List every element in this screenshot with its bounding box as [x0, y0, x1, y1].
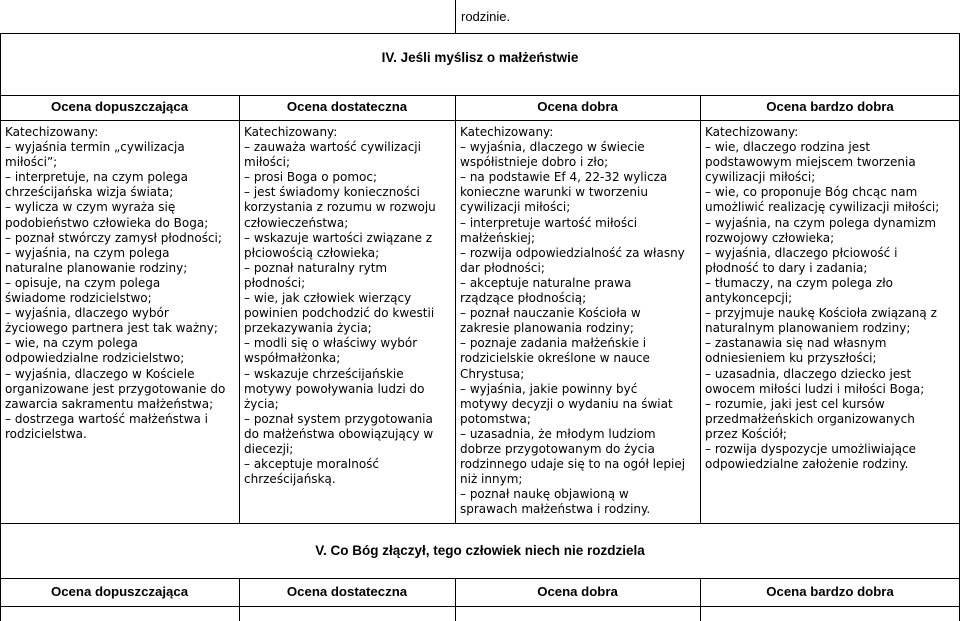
- criterion-line: – rozwija odpowiedzialność za własny: [460, 245, 685, 260]
- top-cell-text: rodzinie.: [461, 9, 511, 24]
- criterion-line: – interpretuje wartość miłości: [460, 215, 638, 230]
- criterion-line: – rozumie, jaki jest cel kursów: [705, 396, 885, 411]
- criterion-line: – uzasadnia, dlaczego dziecko jest: [705, 366, 912, 381]
- criterion-line: naturalne planowanie rodziny;: [5, 260, 188, 275]
- criterion-line: rodzicielskie określone w nauce: [460, 351, 650, 366]
- section-4-title: IV. Jeśli myślisz o małżeństwie: [381, 50, 579, 65]
- column-grade-3: [240, 125, 455, 487]
- criterion-line: – zastanawia się nad własnym: [705, 336, 887, 351]
- criterion-line: życiowego partnera jest tak ważny;: [5, 321, 218, 336]
- header-grade-5: Ocena bardzo dobra: [766, 99, 894, 114]
- criterion-line: rządzące płodnością;: [460, 291, 587, 306]
- criterion-line: – akceptuje moralność: [244, 457, 380, 472]
- criterion-line: – poznał stwórczy zamysł płodności;: [5, 230, 222, 245]
- criterion-line: organizowane jest przygotowanie do: [5, 381, 226, 396]
- criterion-line: sprawach małżeństwa i rodziny.: [460, 502, 651, 517]
- column-grade-4: [456, 125, 700, 517]
- criterion-line: – wyjaśnia, na czym polega: [5, 245, 170, 260]
- criterion-line: – akceptuje naturalne prawa: [460, 275, 632, 290]
- criterion-line: – uzasadnia, że młodym ludziom: [460, 426, 656, 441]
- criterion-line: – rozwija dyspozycje umożliwiające: [705, 441, 917, 456]
- criterion-line: – wie, co proponuje Bóg chcąc nam: [705, 185, 918, 200]
- criterion-line: – jest świadomy konieczności: [244, 185, 420, 200]
- criterion-line: – wyjaśnia, jakie powinny być: [460, 381, 638, 396]
- criterion-line: przekazywania życia;: [244, 321, 372, 336]
- criterion-line: – dostrzega wartość małżeństwa i: [5, 411, 208, 426]
- criterion-line: rodzinnego udaje się to na ogół lepiej: [460, 457, 686, 472]
- criterion-line: – wyjaśnia, dlaczego płciowość i: [705, 245, 898, 260]
- criterion-line: – wyjaśnia, dlaczego wybór: [5, 306, 169, 321]
- criterion-line: współmałżonka;: [244, 351, 341, 366]
- criterion-line: Katechizowany:: [460, 125, 554, 139]
- criterion-line: cywilizacji miłości;: [460, 200, 571, 215]
- criterion-line: zawarcia sakramentu małżeństwa;: [5, 396, 214, 411]
- criterion-line: przedmałżeńskich organizowanych: [705, 411, 915, 426]
- criterion-line: chrześcijańska wizja świata;: [5, 185, 174, 200]
- criterion-line: do małżeństwa obowiązujący w: [244, 426, 434, 441]
- criterion-line: – poznał nauczanie Kościoła w: [460, 306, 641, 321]
- criterion-line: podstawowym miejscem tworzenia: [705, 155, 916, 170]
- table-rule: [0, 523, 960, 524]
- table-rule: [0, 578, 960, 579]
- criterion-line: dobrze przygotowanym do życia: [460, 441, 655, 456]
- table-rule: [455, 0, 456, 33]
- criterion-line: – na podstawie Ef 4, 22-32 wylicza: [460, 170, 668, 185]
- criterion-line: Katechizowany:: [705, 125, 799, 139]
- criterion-line: – wie, jak człowiek wierzący: [244, 291, 412, 306]
- header-grade-4: Ocena dobra: [537, 99, 618, 114]
- header-grade-2: Ocena dopuszczająca: [50, 584, 189, 599]
- criterion-line: – tłumaczy, na czym polega zło: [705, 275, 893, 290]
- criterion-line: antykoncepcji;: [705, 291, 793, 306]
- criterion-line: płciowością człowieka;: [244, 245, 380, 260]
- header-grade-3: Ocena dostateczna: [286, 99, 408, 114]
- criterion-line: – wskazuje chrześcijańskie: [244, 366, 404, 381]
- table-rule: [0, 33, 960, 34]
- criterion-line: motywy decyzji o wydaniu na świat: [460, 396, 673, 411]
- criterion-line: płodności;: [244, 275, 306, 290]
- table-rule: [0, 120, 960, 121]
- criterion-line: konieczne warunki w tworzeniu: [460, 185, 648, 200]
- criterion-line: zakresie planowania rodziny;: [460, 321, 634, 336]
- criterion-line: miłości;: [244, 155, 291, 170]
- criterion-line: umożliwić realizację cywilizacji miłości;: [705, 200, 940, 215]
- criterion-line: odpowiedzialne założenie rodziny.: [705, 457, 909, 472]
- criterion-line: – wylicza w czym wyraża się: [5, 200, 176, 215]
- criterion-line: przez Kościół;: [705, 426, 787, 441]
- criterion-line: odpowiedzialne rodzicielstwo;: [5, 351, 185, 366]
- criterion-line: współistnieje dobro i zło;: [460, 155, 609, 170]
- criterion-line: – wyjaśnia termin „cywilizacja: [5, 140, 185, 155]
- header-grade-3: Ocena dostateczna: [286, 584, 408, 599]
- header-grade-2: Ocena dopuszczająca: [50, 99, 189, 114]
- criterion-line: – interpretuje, na czym polega: [5, 170, 189, 185]
- criterion-line: – wyjaśnia, dlaczego w Kościele: [5, 366, 195, 381]
- criterion-line: – opisuje, na czym polega: [5, 275, 161, 290]
- criterion-line: płodność to dary i zadania;: [705, 260, 868, 275]
- criterion-line: – wskazuje wartości związane z: [244, 230, 433, 245]
- criterion-line: – wie, dlaczego rodzina jest: [705, 140, 871, 155]
- criterion-line: – wie, na czym polega: [5, 336, 138, 351]
- criterion-line: miłości”;: [5, 155, 58, 170]
- criterion-line: powinien podchodzić do kwestii: [244, 306, 435, 321]
- criterion-line: – wyjaśnia, dlaczego w świecie: [460, 140, 645, 155]
- criterion-line: Katechizowany:: [244, 125, 338, 139]
- criterion-line: – prosi Boga o pomoc;: [244, 170, 377, 185]
- criterion-line: człowieczeństwa;: [244, 215, 349, 230]
- criterion-line: życia;: [244, 396, 279, 411]
- criterion-line: odniesieniem ku przyszłości;: [705, 351, 877, 366]
- criterion-line: małżeńskiej;: [460, 230, 536, 245]
- criterion-line: dar płodności;: [460, 260, 545, 275]
- criterion-line: – przyjmuje naukę Kościoła związaną z: [705, 306, 937, 321]
- table-rule: [0, 95, 960, 96]
- criterion-line: – poznał naturalny rytm: [244, 260, 388, 275]
- criterion-line: Katechizowany:: [5, 125, 99, 139]
- criterion-line: – wyjaśnia, na czym polega dynamizm: [705, 215, 937, 230]
- column-grade-2: [1, 125, 239, 442]
- criterion-line: świadome rodzicielstwo;: [5, 291, 152, 306]
- criterion-line: naturalnym planowaniem rodziny;: [705, 321, 911, 336]
- criterion-line: – modli się o właściwy wybór: [244, 336, 418, 351]
- criterion-line: owocem miłości ludzi i miłości Boga;: [705, 381, 925, 396]
- criterion-line: – poznał naukę objawioną w: [460, 487, 629, 502]
- criterion-line: rozwojowy człowieka;: [705, 230, 835, 245]
- section-5-title: V. Co Bóg złączył, tego człowiek niech nie rozdziela: [315, 543, 645, 558]
- criterion-line: potomstwa;: [460, 411, 531, 426]
- criterion-line: korzystania z rozumu w rozwoju: [244, 200, 436, 215]
- header-grade-5: Ocena bardzo dobra: [766, 584, 894, 599]
- criterion-line: rodzicielstwa.: [5, 426, 87, 441]
- criterion-line: – zauważa wartość cywilizacji: [244, 140, 421, 155]
- criterion-line: motywy powoływania ludzi do: [244, 381, 425, 396]
- header-grade-4: Ocena dobra: [537, 584, 618, 599]
- table-rule: [0, 606, 960, 607]
- criterion-line: diecezji;: [244, 441, 294, 456]
- criterion-line: Chrystusa;: [460, 366, 525, 381]
- column-grade-5: [701, 125, 959, 472]
- criterion-line: chrześcijańską.: [244, 472, 336, 487]
- criterion-line: podobieństwo człowieka do Boga;: [5, 215, 209, 230]
- criterion-line: niż innym;: [460, 472, 523, 487]
- criterion-line: – poznał system przygotowania: [244, 411, 433, 426]
- criterion-line: cywilizacji miłości;: [705, 170, 816, 185]
- criterion-line: – poznaje zadania małżeńskie i: [460, 336, 647, 351]
